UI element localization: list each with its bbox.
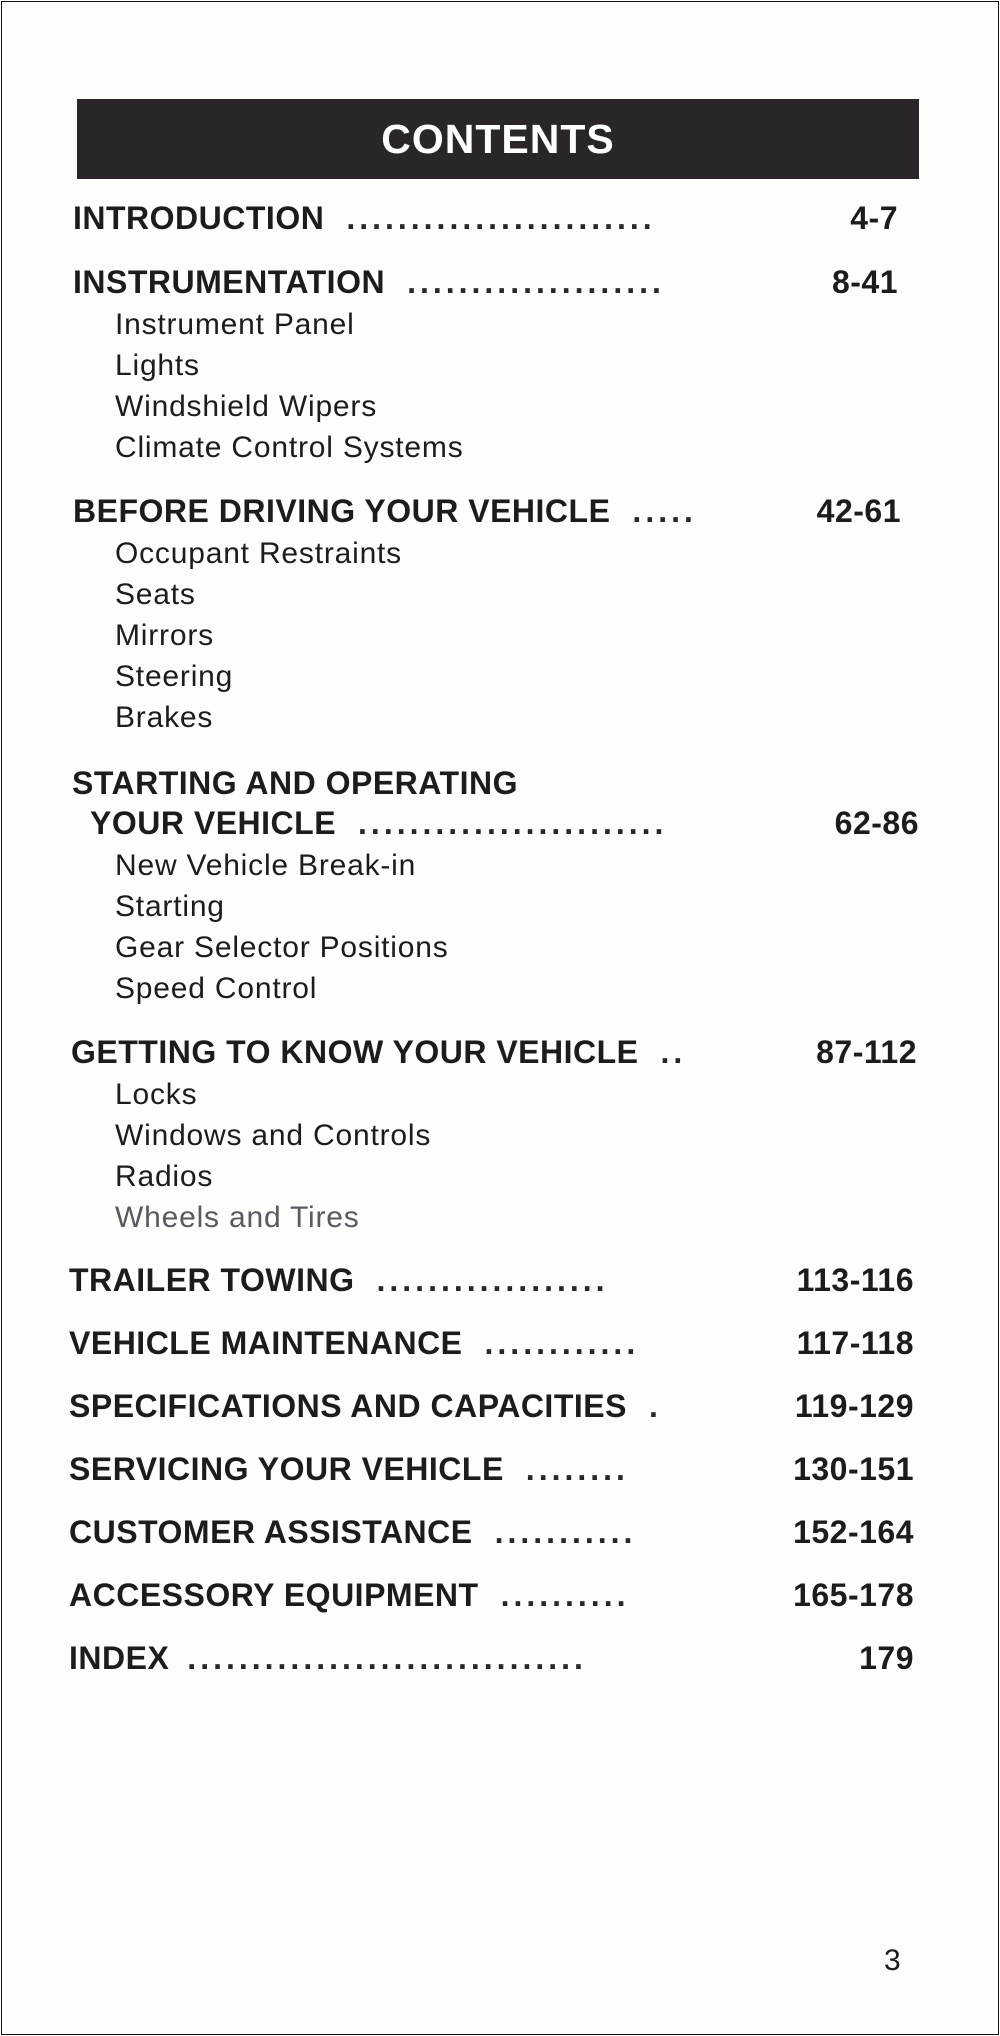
toc-entry-label: STARTING AND OPERATING	[72, 765, 518, 801]
toc-section-getting-to-know	[2, 1034, 1000, 1238]
toc-subentry[interactable]: Mirrors	[115, 619, 214, 652]
toc-entry-line1[interactable]	[2, 765, 1000, 805]
toc-entry-label: INSTRUMENTATION	[73, 264, 386, 300]
toc-entry-label: CUSTOMER ASSISTANCE	[69, 1514, 473, 1550]
toc-entry-label: SERVICING YOUR VEHICLE	[69, 1451, 504, 1487]
toc-subentry[interactable]: New Vehicle Break-in	[115, 849, 417, 882]
toc-subentry[interactable]: Windows and Controls	[115, 1119, 432, 1152]
toc-leader-dots: ........	[525, 1451, 629, 1487]
toc-section-customer-assistance	[2, 1514, 1000, 1554]
toc-leader-dots: ............	[484, 1325, 640, 1361]
toc-entry[interactable]	[2, 1388, 914, 1428]
toc-entry-pages: 130-151	[793, 1451, 914, 1487]
toc-section-specifications	[2, 1388, 1000, 1428]
toc-subentry[interactable]: Climate Control Systems	[115, 431, 464, 464]
toc-subentry[interactable]: Speed Control	[115, 972, 318, 1005]
toc-entry[interactable]	[2, 264, 898, 304]
toc-section-introduction	[2, 200, 1000, 240]
toc-entry-label: VEHICLE MAINTENANCE	[69, 1325, 463, 1361]
toc-entry[interactable]	[2, 805, 919, 845]
toc-entry-label: TRAILER TOWING	[69, 1262, 355, 1298]
toc-entry[interactable]	[2, 1325, 914, 1365]
toc-section-trailer-towing	[2, 1262, 1000, 1302]
toc-subentry[interactable]: Wheels and Tires	[115, 1201, 360, 1234]
toc-entry-pages: 87-112	[816, 1034, 917, 1070]
toc-section-index	[2, 1640, 1000, 1680]
toc-entry-label: INTRODUCTION	[73, 200, 325, 236]
toc-subentry[interactable]: Gear Selector Positions	[115, 931, 449, 964]
toc-subentry[interactable]: Steering	[115, 660, 234, 693]
toc-entry-label: INDEX	[69, 1640, 170, 1676]
toc-entry-label: ACCESSORY EQUIPMENT	[69, 1577, 479, 1613]
toc-entry[interactable]	[2, 493, 901, 533]
toc-entry-label: SPECIFICATIONS AND CAPACITIES	[69, 1388, 627, 1424]
toc-subentry[interactable]: Occupant Restraints	[115, 537, 402, 570]
toc-entry-pages: 165-178	[793, 1577, 914, 1613]
toc-leader-dots: .....	[632, 493, 697, 529]
toc-entry-label-continued: YOUR VEHICLE	[90, 805, 337, 841]
toc-entry-pages: 8-41	[831, 264, 898, 300]
toc-subentry[interactable]: Starting	[115, 890, 225, 923]
toc-entry-label: GETTING TO KNOW YOUR VEHICLE	[71, 1034, 639, 1070]
toc-leader-dots: .	[648, 1388, 662, 1424]
toc-section-servicing	[2, 1451, 1000, 1491]
toc-section-instrumentation	[2, 264, 1000, 468]
toc-entry-pages: 4-7	[850, 200, 898, 236]
toc-subentry[interactable]: Lights	[115, 349, 200, 382]
toc-subentry[interactable]: Locks	[115, 1078, 198, 1111]
contents-title-bar	[77, 99, 919, 179]
toc-entry-pages: 62-86	[834, 805, 919, 841]
toc-entry-pages: 42-61	[816, 493, 901, 529]
toc-entry[interactable]	[2, 1640, 914, 1680]
contents-title: CONTENTS	[381, 115, 615, 162]
toc-entry[interactable]	[2, 200, 898, 240]
toc-section-vehicle-maintenance	[2, 1325, 1000, 1365]
toc-subentry[interactable]: Radios	[115, 1160, 214, 1193]
toc-subentry[interactable]: Windshield Wipers	[115, 390, 378, 423]
toc-subentry[interactable]: Brakes	[115, 701, 214, 734]
toc-section-accessory-equipment	[2, 1577, 1000, 1617]
toc-section-before-driving	[2, 493, 1000, 738]
toc-entry[interactable]	[2, 1262, 914, 1302]
toc-leader-dots: ..	[660, 1034, 687, 1070]
page-number: 3	[884, 1944, 901, 1977]
toc-leader-dots: ....................	[407, 264, 665, 300]
toc-leader-dots: ........................	[358, 805, 668, 841]
toc-entry[interactable]	[2, 1577, 914, 1617]
toc-entry-pages: 113-116	[796, 1262, 914, 1298]
toc-entry[interactable]	[2, 1034, 917, 1074]
toc-leader-dots: ...............................	[187, 1640, 587, 1676]
toc-section-starting-operating	[2, 765, 1000, 1009]
toc-entry-pages: 179	[859, 1640, 914, 1676]
page	[1, 1, 999, 2035]
toc-leader-dots: ...........	[494, 1514, 637, 1550]
toc-leader-dots: ........................	[346, 200, 656, 236]
toc-leader-dots: ..................	[376, 1262, 609, 1298]
toc-entry-pages: 152-164	[793, 1514, 914, 1550]
toc-entry-pages: 117-118	[796, 1325, 914, 1361]
toc-entry[interactable]	[2, 1514, 914, 1554]
toc-leader-dots: ..........	[500, 1577, 630, 1613]
toc-subentry[interactable]: Instrument Panel	[115, 308, 355, 341]
toc-entry-label: BEFORE DRIVING YOUR VEHICLE	[73, 493, 611, 529]
toc-subentry[interactable]: Seats	[115, 578, 196, 611]
toc-entry-pages: 119-129	[794, 1388, 914, 1424]
toc-entry[interactable]	[2, 1451, 914, 1491]
